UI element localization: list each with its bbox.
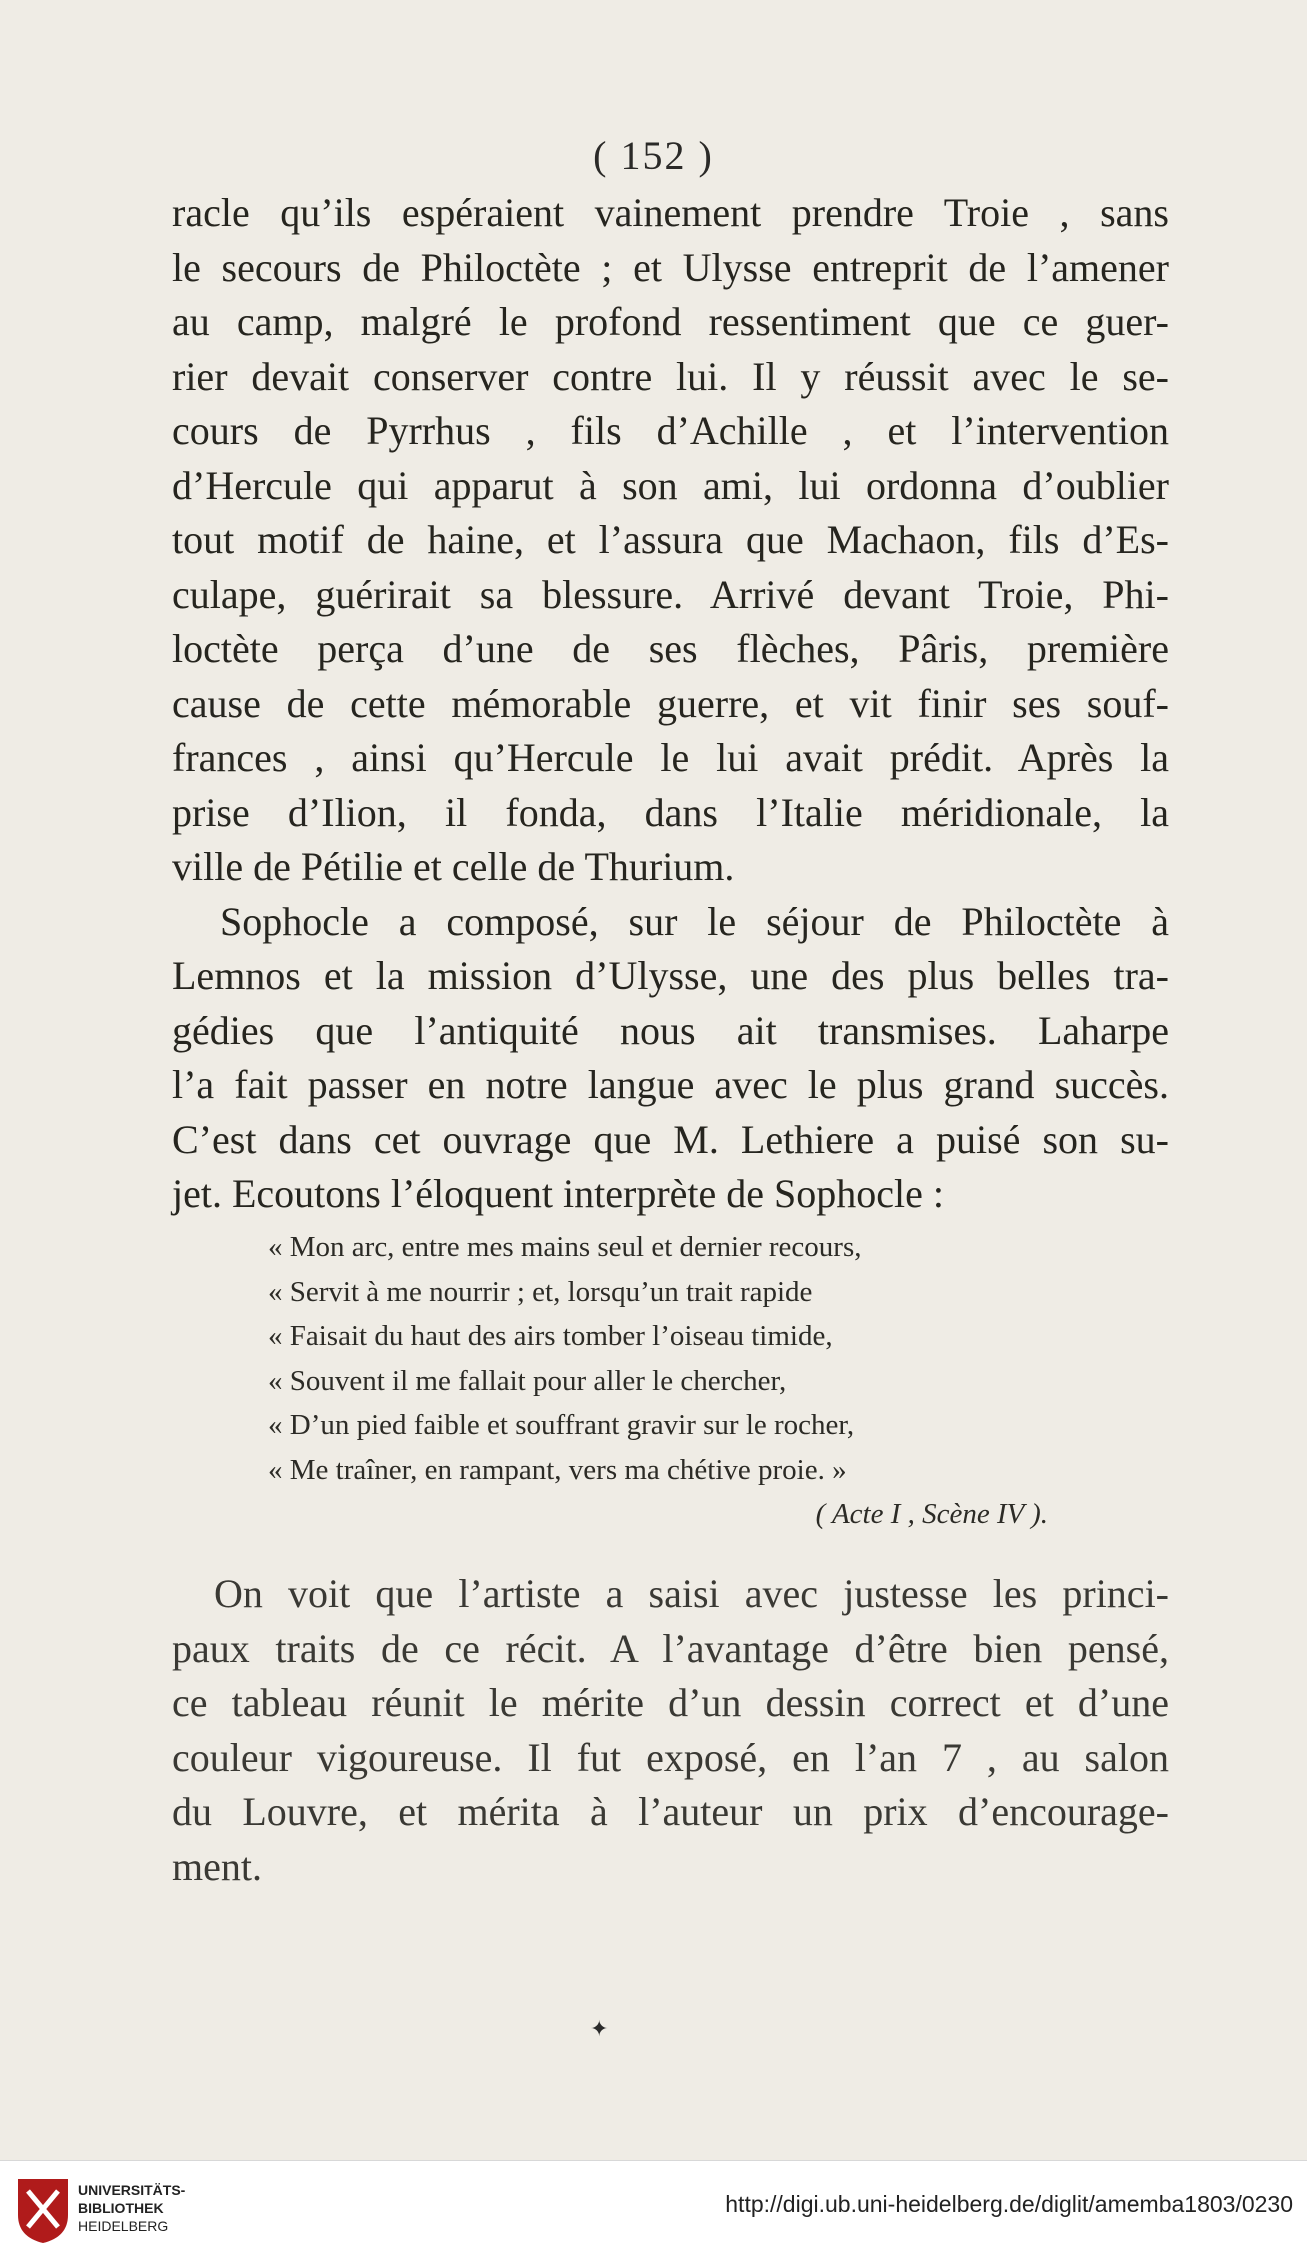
text-line: cours de Pyrrhus , fils d’Achille , et l’intervention bbox=[172, 408, 1169, 453]
logo-line: HEIDELBERG bbox=[78, 2218, 169, 2234]
verse-line: « D’un pied faible et souffrant gravir sur le rocher, bbox=[268, 1409, 855, 1441]
verse-line: « Me traîner, en rampant, vers ma chétive proie. » bbox=[268, 1453, 847, 1486]
text-line: jet. Ecoutons l’éloquent interprète de Sophocle : bbox=[172, 1171, 944, 1216]
text-line: paux traits de ce récit. A l’avantage d’être bien pensé, bbox=[172, 1625, 1169, 1671]
text-line: culape, guérirait sa blessure. Arrivé devant Troie, Phi- bbox=[172, 571, 1169, 617]
text-line: ville de Pétilie et celle de Thurium. bbox=[172, 844, 735, 889]
page-number: ( 152 ) bbox=[593, 133, 714, 178]
text-line: gédies que l’antiquité nous ait transmises. Laharpe bbox=[172, 1007, 1169, 1053]
text-line: frances , ainsi qu’Hercule le lui avait prédit. Après la bbox=[172, 735, 1169, 780]
verse-line: « Faisait du haut des airs tomber l’oiseau timide, bbox=[268, 1320, 833, 1352]
text-line: On voit que l’artiste a saisi avec justesse les princi- bbox=[214, 1571, 1169, 1616]
text-line: loctète perça d’une de ses flèches, Pâris, première bbox=[172, 626, 1169, 671]
verse-line: « Souvent il me fallait pour aller le chercher, bbox=[268, 1364, 787, 1397]
text-line: au camp, malgré le profond ressentiment que ce guer- bbox=[172, 299, 1169, 344]
verse-line: « Servit à me nourrir ; et, lorsqu’un trait rapide bbox=[268, 1275, 813, 1308]
text-line: l’a fait passer en notre langue avec le plus grand succès. bbox=[172, 1062, 1169, 1107]
text-line: racle qu’ils espéraient vainement prendre Troie , sans bbox=[172, 190, 1169, 235]
paragraph-2 bbox=[172, 895, 1169, 1222]
paragraph-3 bbox=[172, 1567, 1169, 1894]
text-line: d’Hercule qui apparut à son ami, lui ordonna d’oublier bbox=[172, 462, 1169, 508]
text-line: prise d’Ilion, il fonda, dans l’Italie méridionale, la bbox=[172, 789, 1169, 835]
verse-citation: ( Acte I , Scène IV ). bbox=[815, 1498, 1048, 1530]
logo-line: BIBLIOTHEK bbox=[78, 2200, 164, 2216]
source-url-link[interactable]: http://digi.ub.uni-heidelberg.de/diglit/amemba1803/0230 bbox=[725, 2191, 1293, 2217]
text-line: Lemnos et la mission d’Ulysse, une des plus belles tra- bbox=[172, 953, 1169, 998]
text-line: ment. bbox=[172, 1843, 262, 1889]
text-line: du Louvre, et mérita à l’auteur un prix d’encourage- bbox=[172, 1789, 1169, 1834]
main-text-block bbox=[172, 186, 1169, 1222]
text-line: rier devait conserver contre lui. Il y réussit avec le se- bbox=[172, 353, 1169, 399]
text-line: tout motif de haine, et l’assura que Machaon, fils d’Es- bbox=[172, 517, 1169, 562]
text-line: C’est dans cet ouvrage que M. Lethiere a puisé son su- bbox=[172, 1116, 1169, 1162]
logo-line: UNIVERSITÄTS- bbox=[78, 2182, 186, 2198]
closing-paragraph bbox=[172, 1567, 1169, 1894]
text-line: ce tableau réunit le mérite d’un dessin correct et d’une bbox=[172, 1680, 1169, 1725]
verse-quotation bbox=[268, 1225, 1068, 1537]
text-line: Sophocle a composé, sur le séjour de Philoctète à bbox=[220, 898, 1169, 944]
text-line: cause de cette mémorable guerre, et vit finir ses souf- bbox=[172, 680, 1169, 726]
text-line: le secours de Philoctète ; et Ulysse entreprit de l’amener bbox=[172, 244, 1169, 290]
paragraph-1 bbox=[172, 186, 1169, 895]
printer-ornament: ✦ bbox=[590, 2016, 609, 2041]
text-line: couleur vigoureuse. Il fut exposé, en l’an 7 , au salon bbox=[172, 1734, 1169, 1780]
university-seal-icon bbox=[14, 2175, 72, 2245]
verse-line: « Mon arc, entre mes mains seul et dernier recours, bbox=[268, 1231, 862, 1263]
library-logo-text bbox=[78, 2181, 185, 2235]
footer-bar bbox=[0, 2160, 1307, 2259]
